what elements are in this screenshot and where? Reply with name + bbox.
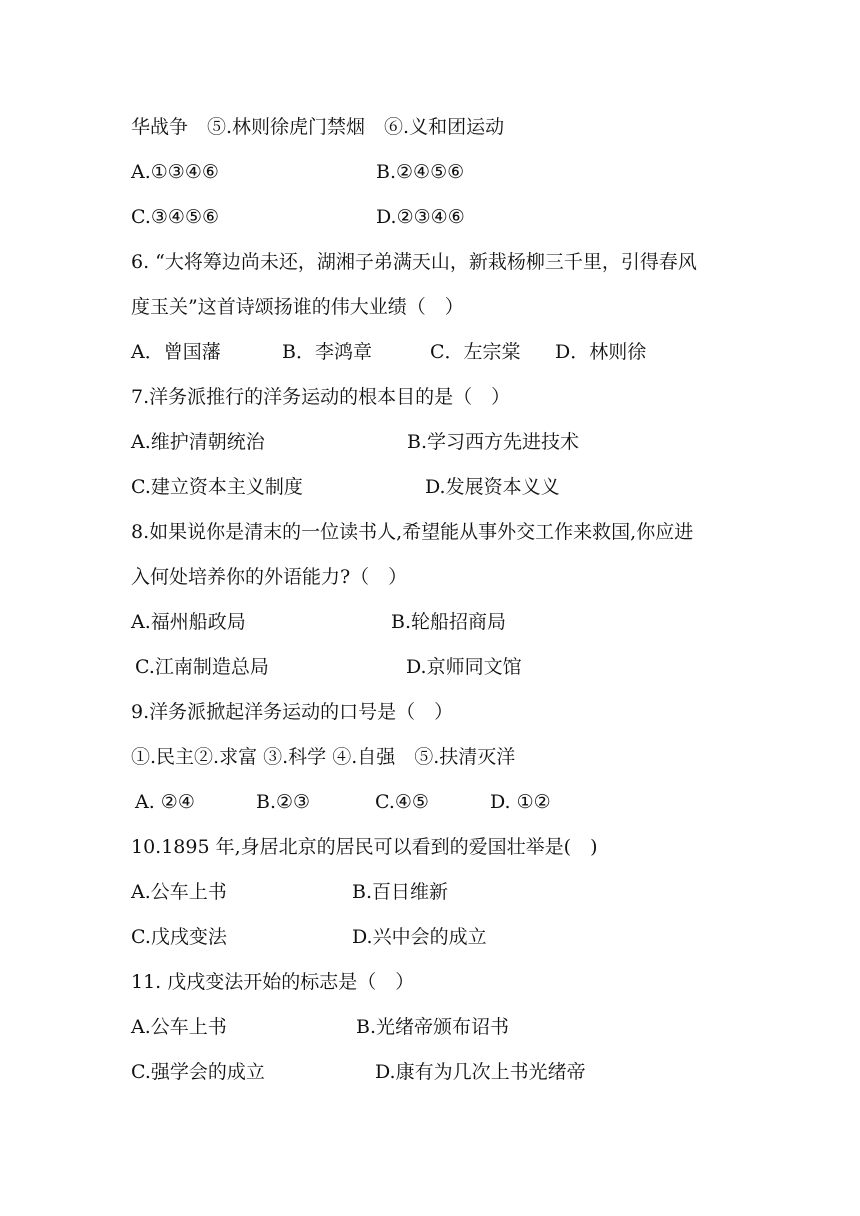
line-text: 7.洋务派推行的洋务运动的根本目的是（ ） [131,386,511,408]
choice-c: C.江南制造总局 [135,656,269,678]
line-text: ①.民主②.求富 ③.科学 ④.自强 ⑤.扶清灭洋 [131,746,516,768]
choice-c: C.戊戌变法 [131,926,227,948]
choice-b: B．李鸿章 [282,341,372,363]
choice-c: C.强学会的成立 [131,1061,265,1083]
choice-b: B.光绪帝颁布诏书 [356,1016,510,1038]
choice-a: A.福州船政局 [131,611,246,633]
choice-a: A．曾国藩 [131,341,221,363]
choice-d: D．林则徐 [555,341,647,363]
choice-d: D. ①② [490,791,551,813]
choice-a: A.公车上书 [131,1016,227,1038]
choice-a: A.公车上书 [131,881,227,903]
choice-a: A. ②④ [135,791,195,813]
choice-b: B.②③ [256,791,311,813]
choice-b: B.学习西方先进技术 [407,431,580,453]
choice-b: B.轮船招商局 [391,611,507,633]
choice-c: C．左宗棠 [430,341,521,363]
choice-d: D.康有为几次上书光绪帝 [375,1061,586,1083]
line-text: 华战争 ⑤.林则徐虎门禁烟 ⑥.义和团运动 [131,116,505,138]
line-text: 6. “大将筹边尚未还，湖湘子弟满天山，新栽杨柳三千里，引得春风 [131,251,697,273]
choice-b: B.百日维新 [352,881,449,903]
choice-c: C.建立资本主义制度 [131,476,303,498]
line-text: 10.1895 年,身居北京的居民可以看到的爱国壮举是( ) [131,836,598,858]
choice-a: A.维护清朝统治 [131,431,265,453]
choice-c: C.③④⑤⑥ [131,206,220,228]
choice-c: C.④⑤ [375,791,429,813]
choice-d: D.兴中会的成立 [352,926,487,948]
choice-a: A.①③④⑥ [131,161,219,183]
line-text: 9.洋务派掀起洋务运动的口号是（ ） [131,701,454,723]
line-text: 度玉关”这首诗颂扬谁的伟大业绩（ ） [131,296,464,318]
choice-d: D.发展资本义义 [425,476,560,498]
line-text: 11. 戊戌变法开始的标志是（ ） [131,971,415,993]
line-text: 入何处培养你的外语能力?（ ） [131,566,408,588]
choice-d: D.②③④⑥ [376,206,465,228]
choice-d: D.京师同文馆 [406,656,522,678]
choice-b: B.②④⑤⑥ [376,161,465,183]
line-text: 8.如果说你是清末的一位读书人,希望能从事外交工作来救国,你应进 [131,521,694,543]
